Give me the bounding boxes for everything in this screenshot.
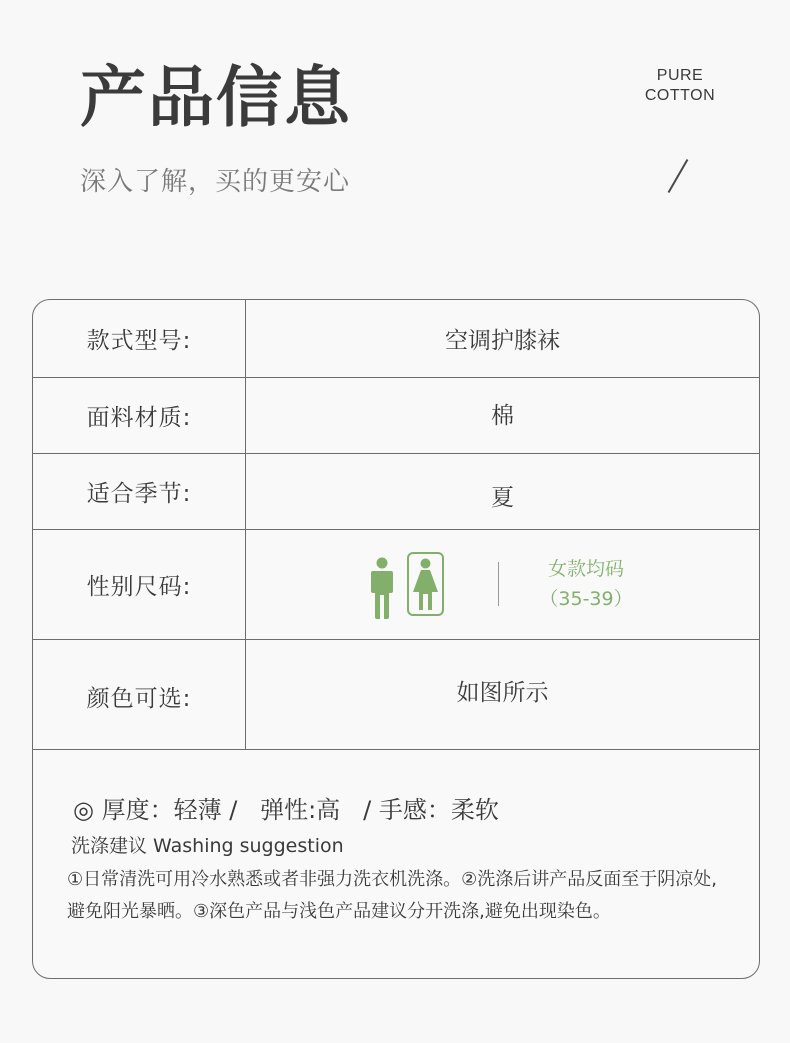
female-icon-frame: [407, 552, 444, 616]
row-label: 性别尺码:: [33, 530, 246, 639]
page-subtitle: 深入了解，买的更安心: [80, 167, 351, 197]
size-divider: [498, 562, 499, 606]
row-value: 空调护膝袜: [445, 328, 560, 354]
info-card: [32, 299, 760, 979]
table-row-season: [33, 454, 759, 530]
wash-text: ①日常清洗可用冷水熟悉或者非强力洗衣机洗涤。②洗涤后讲产品反面至于阴凉处,避免阳光暴晒。③深色产品与浅色产品建议分开洗涤,避免出现染色。: [67, 869, 717, 922]
row-value: 如图所示: [456, 680, 549, 706]
row-label: 面料材质:: [33, 378, 246, 453]
row-value: 夏: [491, 485, 514, 511]
table-row-size: [33, 530, 759, 640]
male-figure-icon: [369, 557, 395, 619]
table-row-material: [33, 378, 759, 454]
properties-line: ◎ 厚度：轻薄 / 弹性:高 / 手感：柔软: [73, 796, 499, 824]
table-row-color: [33, 640, 759, 750]
tag-line-2: COTTON: [644, 87, 716, 104]
size-range: （35-39）: [539, 588, 633, 610]
pure-cotton-tag: [630, 66, 730, 106]
female-figure-icon: [412, 558, 439, 612]
details-section: [33, 750, 759, 979]
row-label: 款式型号:: [33, 300, 246, 377]
size-label: 女款均码: [547, 558, 624, 580]
size-text: [526, 554, 646, 614]
decorative-slash: [668, 159, 689, 193]
table-row-style: [33, 300, 759, 378]
page-title: 产品信息: [80, 59, 352, 136]
row-label: 适合季节:: [33, 454, 246, 529]
size-cell: [246, 530, 759, 639]
wash-title: 洗涤建议 Washing suggestion: [71, 835, 344, 857]
row-value: 棉: [491, 403, 514, 429]
row-label: 颜色可选:: [33, 640, 246, 749]
tag-line-1: PURE: [656, 67, 704, 84]
